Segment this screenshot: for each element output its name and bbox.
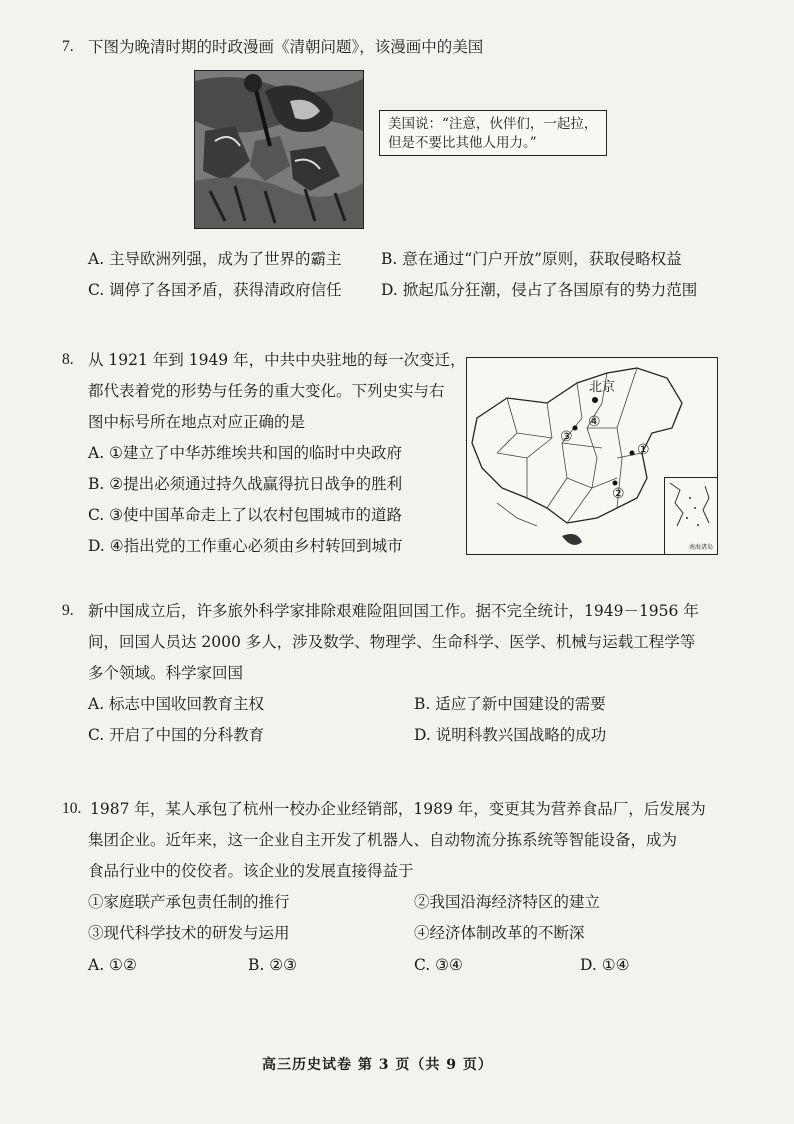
q10-stem-line-2: 集团企业。近年来，这一企业自主开发了机器人、自动物流分拣系统等智能设备，成为 <box>88 831 678 849</box>
callout-line-1: 美国说：“注意，伙伴们，一起拉， <box>388 116 598 132</box>
q10-option-c[interactable]: C. ③④ <box>414 956 463 974</box>
q10-item-1: ①家庭联产承包责任制的推行 <box>88 893 290 911</box>
q9-option-c[interactable]: C. 开启了中国的分科教育 <box>88 726 265 744</box>
q8-stem-line-1: 从 1921 年到 1949 年，中共中央驻地的每一次变迁， <box>88 351 466 369</box>
map-inset-south-china-sea <box>664 477 717 554</box>
q10-item-3: ③现代科学技术的研发与运用 <box>88 924 290 942</box>
q9-number: 9. <box>62 602 74 619</box>
map-label-beijing: 北京 <box>589 380 616 395</box>
q7-option-d[interactable]: D. 掀起瓜分狂潮，侵占了各国原有的势力范围 <box>381 281 698 299</box>
political-cartoon-image <box>194 70 364 229</box>
q8-option-c[interactable]: C. ③使中国革命走上了以农村包围城市的道路 <box>88 506 403 524</box>
q10-option-b[interactable]: B. ②③ <box>248 956 298 974</box>
q10-item-2: ②我国沿海经济特区的建立 <box>414 893 601 911</box>
q7-option-a[interactable]: A. 主导欧洲列强，成为了世界的霸主 <box>88 250 342 268</box>
map-marker-3: ③ <box>560 429 573 445</box>
q7-number: 7. <box>62 38 74 55</box>
cartoon-caption-box <box>379 110 607 156</box>
q8-stem-line-3: 图中标号所在地点对应正确的是 <box>88 413 306 431</box>
q10-option-d[interactable]: D. ①④ <box>580 956 630 974</box>
q9-option-d[interactable]: D. 说明科教兴国战略的成功 <box>414 726 607 744</box>
q7-option-b[interactable]: B. 意在通过“门户开放”原则，获取侵略权益 <box>381 250 682 268</box>
q9-option-b[interactable]: B. 适应了新中国建设的需要 <box>414 695 606 713</box>
q8-option-a[interactable]: A. ①建立了中华苏维埃共和国的临时中央政府 <box>88 444 402 462</box>
q8-option-d[interactable]: D. ④指出党的工作重心必须由乡村转回到城市 <box>88 537 403 555</box>
map-marker-1: ① <box>637 442 650 458</box>
q8-number: 8. <box>62 351 74 368</box>
q9-stem-line-2: 间，回国人员达 2000 多人，涉及数学、物理学、生命科学、医学、机械与运载工程学等 <box>88 633 696 651</box>
q10-option-a[interactable]: A. ①② <box>88 956 137 974</box>
q10-item-4: ④经济体制改革的不断深 <box>414 924 585 942</box>
q10-number: 10. <box>62 800 82 817</box>
callout-line-2: 但是不要比其他人用力。” <box>388 135 537 151</box>
q10-stem-line-3: 食品行业中的佼佼者。该企业的发展直接得益于 <box>88 862 414 880</box>
q7-option-c[interactable]: C. 调停了各国矛盾，获得清政府信任 <box>88 281 342 299</box>
q7-stem: 下图为晚清时期的时政漫画《清朝问题》，该漫画中的美国 <box>88 38 484 56</box>
q9-stem-line-3: 多个领域。科学家回国 <box>88 664 244 682</box>
map-inset-label: 南海诸岛 <box>689 544 714 551</box>
q9-option-a[interactable]: A. 标志中国收回教育主权 <box>88 695 265 713</box>
page-footer: 高三历史试卷 第 3 页（共 9 页） <box>262 1057 493 1073</box>
q8-stem-line-2: 都代表着党的形势与任务的重大变化。下列史实与右 <box>88 382 445 400</box>
map-marker-2: ② <box>612 486 625 502</box>
q9-stem-line-1: 新中国成立后，许多旅外科学家排除艰难险阻回国工作。据不完全统计，1949－1956 年 <box>88 602 699 620</box>
q8-option-b[interactable]: B. ②提出必须通过持久战赢得抗日战争的胜利 <box>88 475 403 493</box>
map-marker-4: ④ <box>588 414 601 430</box>
q10-stem-line-1: 1987 年，某人承包了杭州一校办企业经销部，1989 年，变更其为营养食品厂，后发展为 <box>90 800 706 818</box>
